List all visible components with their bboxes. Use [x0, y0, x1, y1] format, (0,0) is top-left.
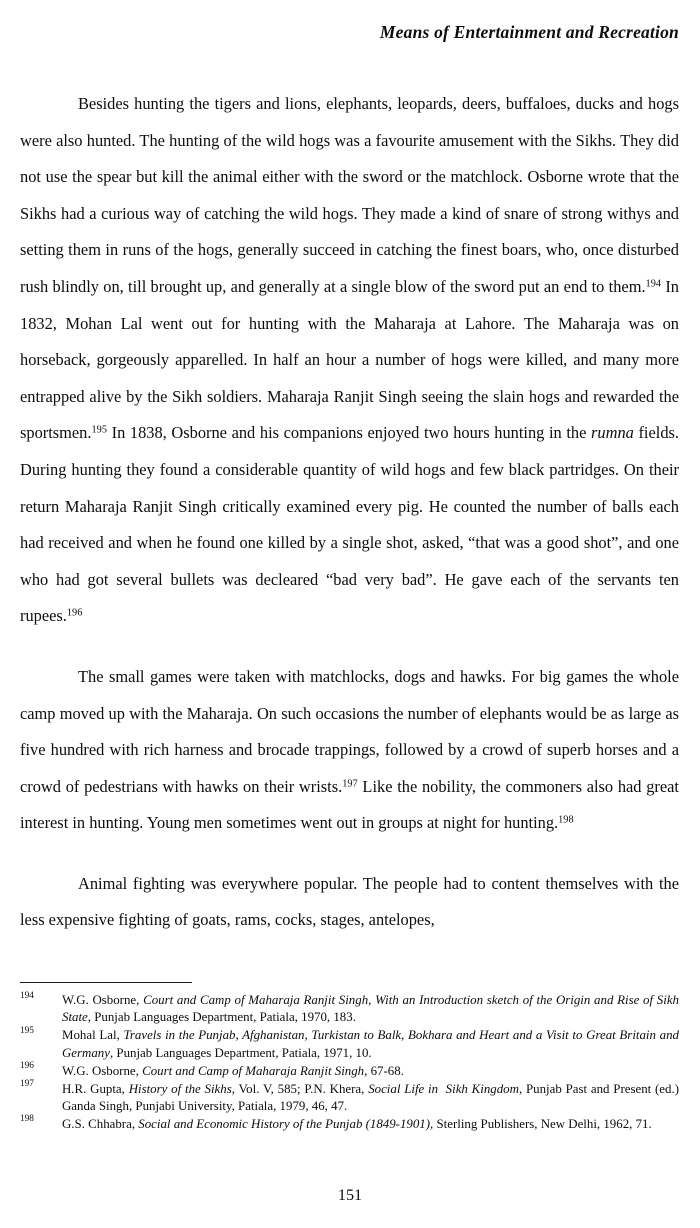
italic-title: Travels in the Punjab, Afghanistan, Turkistan to Balk, Bokhara and Heart and a Visit to Great Britain and Germany	[62, 1028, 683, 1060]
footnote-item-194	[20, 990, 683, 1027]
footnote-item-197	[20, 1079, 683, 1116]
italic-title: Social Life in Sikh Kingdom,	[368, 1081, 523, 1096]
running-head: Means of Entertainment and Recreation	[379, 22, 679, 42]
footnotes-section	[20, 982, 683, 1134]
italic-title: Court and Camp of Maharaja Ranjit Singh,	[142, 1063, 368, 1078]
footnote-reference-197[interactable]: 197	[342, 778, 358, 790]
para-animal-fighting: Animal fighting was everywhere popular. The people had to content themselves with the less expensive fighting of goats, rams, cocks, stages, antelopes,	[20, 873, 679, 930]
footnote-number-196[interactable]: 196	[20, 1061, 34, 1072]
footnote-reference-198[interactable]: 198	[558, 814, 574, 826]
footnote-reference-194[interactable]: 194	[645, 278, 662, 290]
footnote-text-195: Mohal Lal, Travels in the Punjab, Afghanistan, Turkistan to Balk, Bokhara and Heart and a Visit to Great Britain and Germany, Punjab Languages Department, Patiala, 1971, 10.	[62, 1028, 683, 1060]
footnote-item-196	[20, 1063, 679, 1080]
footnote-number-197[interactable]: 197	[20, 1079, 34, 1090]
para-hunting-hogs: Besides hunting the tigers and lions, elephants, leopards, deers, buffaloes, ducks and hogs were also hunted. The hunting of the wild hogs was a favourite amusement with the Sikhs. They did not use the spear but kill the animal either with the sword or the matchlock. Osborne wrote that the Sikhs had a curious way of catching the wild hogs. They made a kind of snare of strong withys and setting them in runs of the hogs, generally succeed in catching the finest boars, who, once disturbed rush blindly on, till brought up, and generally at a single blow of the sword put an end to them.$^{194}$ In 1832, Mohan Lal went out for hunting with the Maharaja at Lahore. The Maharaja was on horseback, gorgeously apparelled. In half an hour a number of hogs were killed, and many more entrapped alive by the Sikh soldiers. Maharaja Ranjit Singh seeing the slain hogs and rewarded the sportsmen.$^{195}$ In 1838, Osborne and his companions enjoyed two hours hunting in the rumna fields. During hunting they found a considerable quantity of wild hogs and few black partridges. On their return Maharaja Ranjit Singh critically examined every pig. He counted the number of balls each had received and when he found one killed by a single shot, asked, “that was a good shot”, and one who had got several bullets was decleared “bad very bad”. He gave each of the servants ten rupees.$^{196}$	[20, 94, 679, 626]
footnote-text-197: H.R. Gupta, History of the Sikhs, Vol. V, 585; P.N. Khera, Social Life in Sikh Kingdom, Punjab Past and Present (ed.) Ganda Singh, Punjabi University, Patiala, 1979, 46, 47.	[62, 1081, 683, 1113]
italic-title: History of the Sikhs,	[128, 1081, 235, 1096]
footnote-reference-195[interactable]: 195	[91, 424, 107, 436]
page-number: 151	[337, 1186, 363, 1204]
footnote-separator-rule	[20, 982, 192, 983]
footnote-item-195	[20, 1025, 683, 1062]
footnote-number-198[interactable]: 198	[20, 1114, 34, 1125]
footnote-number-194[interactable]: 194	[20, 990, 34, 1001]
italic-title: Social and Economic History of the Punjab (1849-1901),	[138, 1116, 434, 1131]
para-small-games: The small games were taken with matchlocks, dogs and hawks. For big games the whole camp moved up with the Maharaja. On such occasions the number of elephants would be as large as five hundred with rich harness and brocade trappings, followed by a crowd of superb horses and a crowd of pedestrians with hawks on their wrists.$^{197}$ Like the nobility, the commoners also had great interest in hunting. Young men sometimes went out in groups at night for hunting.$^{198}$	[20, 666, 679, 833]
footnote-number-195[interactable]: 195	[20, 1025, 34, 1036]
footnote-text-198: G.S. Chhabra, Social and Economic History of the Punjab (1849-1901), Sterling Publishers, New Delhi, 1962, 71.	[62, 1116, 652, 1131]
footnote-text-194: W.G. Osborne, Court and Camp of Maharaja Ranjit Singh, With an Introduction sketch of the Origin and Rise of Sikh State, Punjab Languages Department, Patiala, 1970, 183.	[62, 993, 683, 1025]
italic-title: rumna	[591, 423, 634, 443]
footnote-text-196: W.G. Osborne, Court and Camp of Maharaja Ranjit Singh, 67-68.	[62, 1063, 404, 1078]
footnote-list	[20, 990, 683, 1133]
footnote-reference-196[interactable]: 196	[66, 607, 83, 619]
body-text-column	[20, 86, 679, 939]
footnote-item-198	[20, 1116, 679, 1133]
italic-title: Court and Camp of Maharaja Ranjit Singh, With an Introduction sketch of the Origin and Rise of Sikh State	[62, 993, 683, 1025]
